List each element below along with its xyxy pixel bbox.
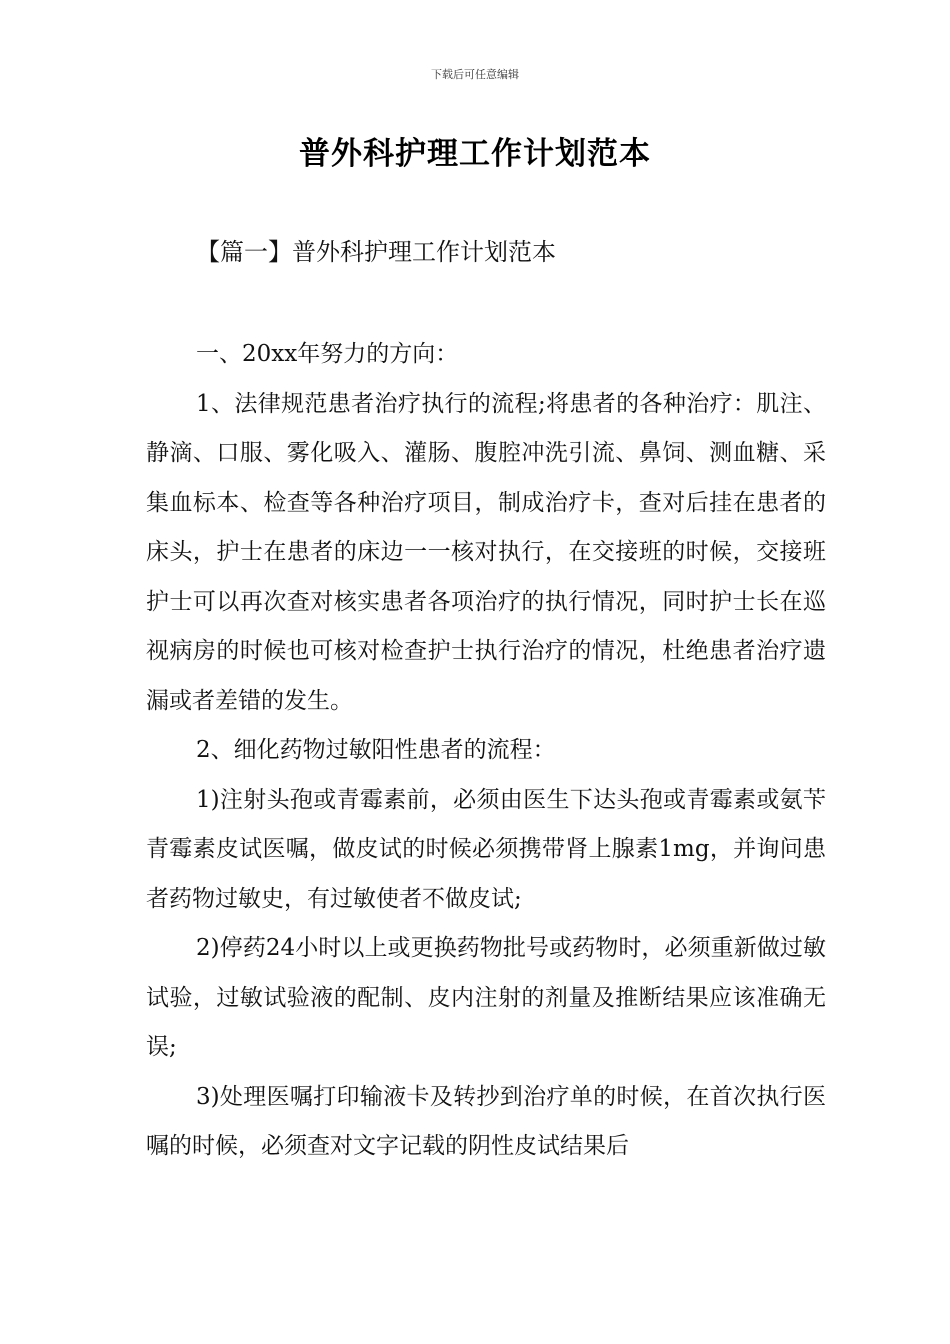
document-body <box>146 330 826 1172</box>
header-note: 下载后可任意编辑 <box>431 68 519 81</box>
paragraph-subitem-2: 2)停药24小时以上或更换药物批号或药物时，必须重新做过敏试验，过敏试验液的配制、皮内注射的剂量及推断结果应该准确无误; <box>146 935 826 1060</box>
paragraph-item-1: 1、法律规范患者治疗执行的流程;将患者的各种治疗：肌注、静滴、口服、雾化吸入、灌肠、腹腔冲洗引流、鼻饲、测血糖、采集血标本、检查等各种治疗项目，制成治疗卡，查对后挂在患者的床头，护士在患者的床边一一核对执行，在交接班的时候，交接班护士可以再次查对核实患者各项治疗的执行情况，同时护士长在巡视病房的时候也可核对检查护士执行治疗的情况，杜绝患者治疗遗漏或者差错的发生。 <box>146 390 826 714</box>
paragraph-subitem-3: 3)处理医嘱打印输液卡及转抄到治疗单的时候，在首次执行医嘱的时候，必须查对文字记载的阴性皮试结果后 <box>146 1083 826 1159</box>
paragraph-direction: 一、20xx年努力的方向： <box>196 341 459 367</box>
paragraph-item-2: 2、细化药物过敏阳性患者的流程： <box>196 737 556 763</box>
paragraph-subitem-1: 1)注射头孢或青霉素前，必须由医生下达头孢或青霉素或氨苄青霉素皮试医嘱，做皮试的时候必须携带肾上腺素1mg，并询问患者药物过敏史，有过敏使者不做皮试; <box>146 786 826 912</box>
section-heading: 【篇一】普外科护理工作计划范本 <box>196 238 556 266</box>
document-title: 普外科护理工作计划范本 <box>299 136 651 172</box>
